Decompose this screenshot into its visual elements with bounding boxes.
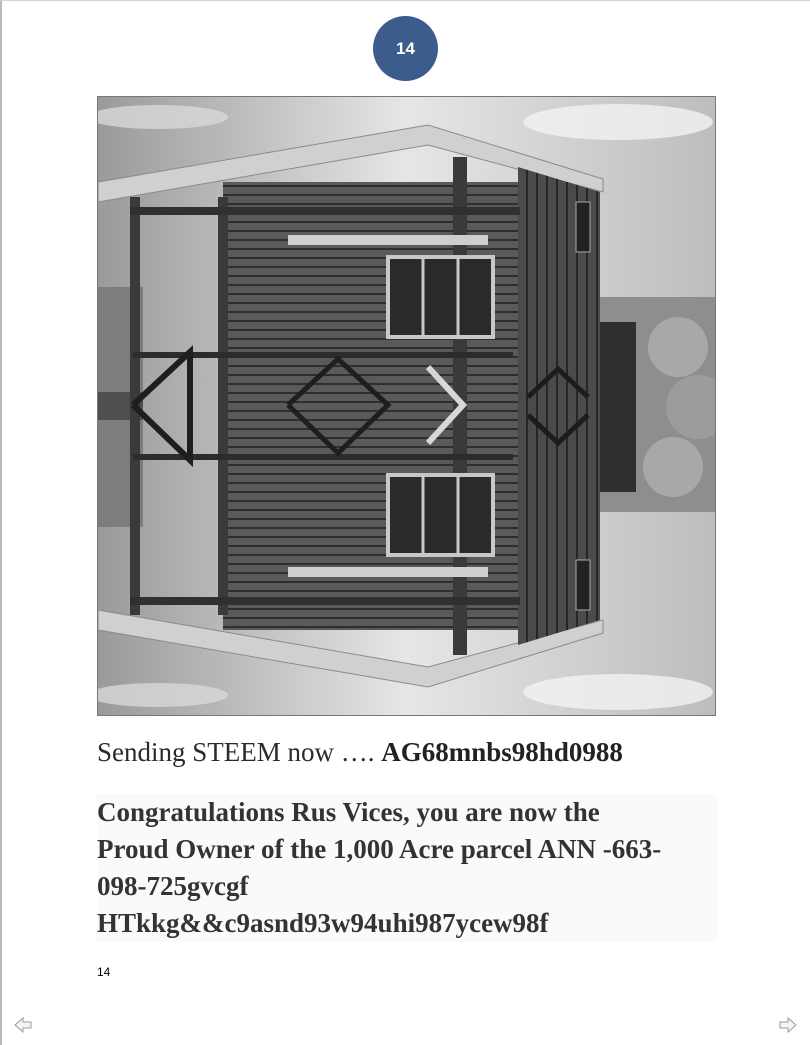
footer-page-number: 14	[97, 965, 111, 979]
congrats-line: 098-725gvcgf	[97, 871, 249, 901]
arrow-left-icon[interactable]	[13, 1015, 33, 1035]
cabin-photo-illustration	[98, 97, 715, 715]
send-prefix: Sending STEEM now ….	[97, 737, 382, 767]
page-number-badge	[373, 16, 438, 81]
congrats-line: Congratulations Rus Vices, you are now the	[97, 797, 600, 827]
congrats-line: HTkkg&&c9asnd93w94uhi987ycew98f	[97, 908, 549, 938]
congrats-line: Proud Owner of the 1,000 Acre parcel ANN -663-	[97, 834, 662, 864]
page-left-border	[0, 0, 2, 1045]
congratulations-paragraph	[97, 794, 717, 942]
sending-steem-line	[97, 737, 717, 768]
cabin-photo	[97, 96, 716, 716]
page-badge-number: 14	[396, 38, 415, 58]
arrow-right-icon[interactable]	[778, 1015, 798, 1035]
page-top-border	[0, 0, 810, 1]
send-code: AG68mnbs98hd0988	[381, 737, 623, 767]
